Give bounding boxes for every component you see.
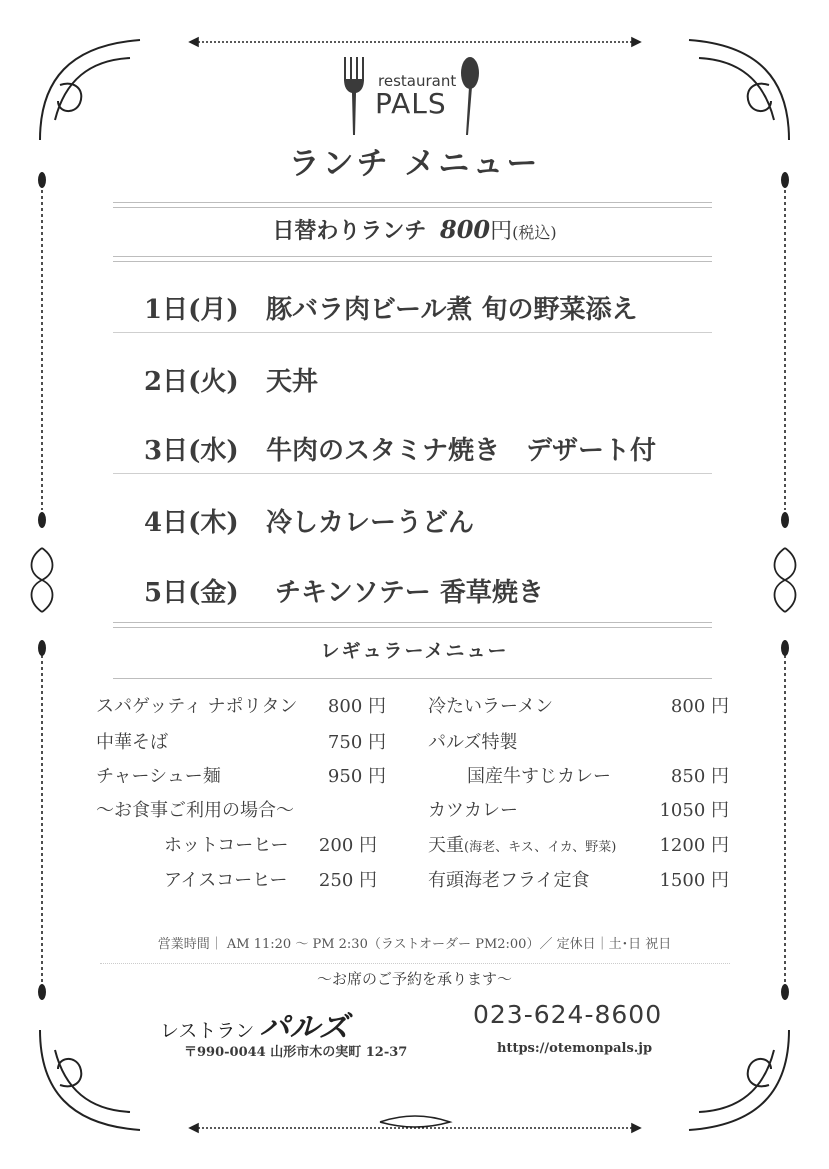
menu-item-name: 有頭海老フライ定食: [428, 870, 590, 891]
divider: [113, 202, 712, 208]
menu-item-price: 950 円: [327, 766, 386, 787]
daily-lunch-heading: [0, 214, 829, 245]
phone-number: 023-624-8600: [473, 1000, 663, 1029]
day-row: [144, 289, 638, 326]
day-row: [144, 430, 656, 467]
day-row: [144, 572, 544, 609]
reservation-note: ～お席のご予約を承ります～: [316, 970, 512, 988]
daily-lunch-label: 日替わりランチ: [272, 218, 427, 244]
dish-name: 冷しカレーうどん: [266, 508, 475, 538]
menu-item-price: 200 円: [318, 835, 377, 856]
restaurant-name: [160, 1002, 349, 1046]
menu-item-name: カツカレー: [428, 800, 518, 821]
menu-item-name: スパゲッティ ナポリタン: [96, 696, 298, 717]
menu-item-name-main: 天重: [428, 835, 464, 856]
page-title: ランチ メニュー: [288, 146, 541, 182]
business-hours: 営業時間｜ AM 11:20 ～ PM 2:30（ラストオーダー PM2:00）／ 定休日｜土･日 祝日: [157, 937, 672, 952]
day-label: 5日(金): [144, 578, 239, 608]
dish-name: 豚バラ肉ビール煮 旬の野菜添え: [266, 295, 638, 325]
dish-name: 天丼: [266, 367, 319, 397]
menu-item-price: 750 円: [327, 732, 386, 753]
dish-name: チキンソテー 香草焼き: [266, 578, 544, 608]
menu-item-name: 国産牛すじカレー: [467, 766, 611, 787]
day-row: [144, 502, 474, 539]
menu-item-price: 1200 円: [659, 835, 729, 856]
day-label: 2日(火): [144, 367, 239, 397]
menu-item-name: ホットコーヒー: [164, 835, 289, 856]
day-label: 1日(月): [144, 295, 239, 325]
menu-item-name: チャーシュー麺: [96, 766, 221, 787]
menu-item-name: [428, 831, 616, 857]
menu-item-name: アイスコーヒー: [164, 870, 288, 891]
dish-name: 牛肉のスタミナ焼き デザート付: [266, 436, 657, 466]
divider: [113, 622, 712, 628]
restaurant-name-big: パルズ: [259, 1010, 349, 1045]
address: 〒990-0044 山形市木の実町 12-37: [184, 1045, 408, 1060]
yen-unit: 円: [490, 219, 513, 244]
logo-big-text: PALS: [375, 87, 447, 120]
menu-item-price: 800 円: [670, 696, 729, 717]
fork-icon: [340, 55, 370, 137]
regular-menu-title: レギュラーメニュー: [320, 640, 509, 662]
day-row: [144, 361, 318, 398]
spoon-icon: [452, 55, 486, 137]
menu-item-name: 冷たいラーメン: [428, 696, 554, 717]
logo-small-text: restaurant: [378, 72, 457, 90]
divider: [100, 963, 730, 964]
menu-item-price: 1500 円: [659, 870, 729, 891]
menu-item-name: パルズ特製: [428, 732, 518, 753]
website-url[interactable]: https://otemonpals.jp: [497, 1041, 653, 1056]
menu-item-name: 中華そば: [96, 732, 168, 753]
tax-note: (税込): [512, 223, 557, 242]
divider: [113, 678, 712, 679]
restaurant-name-small: レストラン: [160, 1020, 255, 1042]
menu-item-price: 250 円: [318, 870, 377, 891]
menu-item-price: 1050 円: [659, 800, 729, 821]
menu-note: ～お食事ご利用の場合～: [96, 800, 294, 821]
menu-item-price: 850 円: [670, 766, 729, 787]
divider: [113, 332, 712, 333]
day-label: 4日(木): [144, 508, 239, 538]
menu-item-subnote: (海老、キス、イカ、野菜): [464, 840, 617, 855]
day-label: 3日(水): [144, 436, 239, 466]
divider: [113, 256, 712, 262]
divider: [113, 473, 712, 474]
menu-item-price: 800 円: [327, 696, 386, 717]
daily-lunch-price: 800: [440, 215, 491, 244]
